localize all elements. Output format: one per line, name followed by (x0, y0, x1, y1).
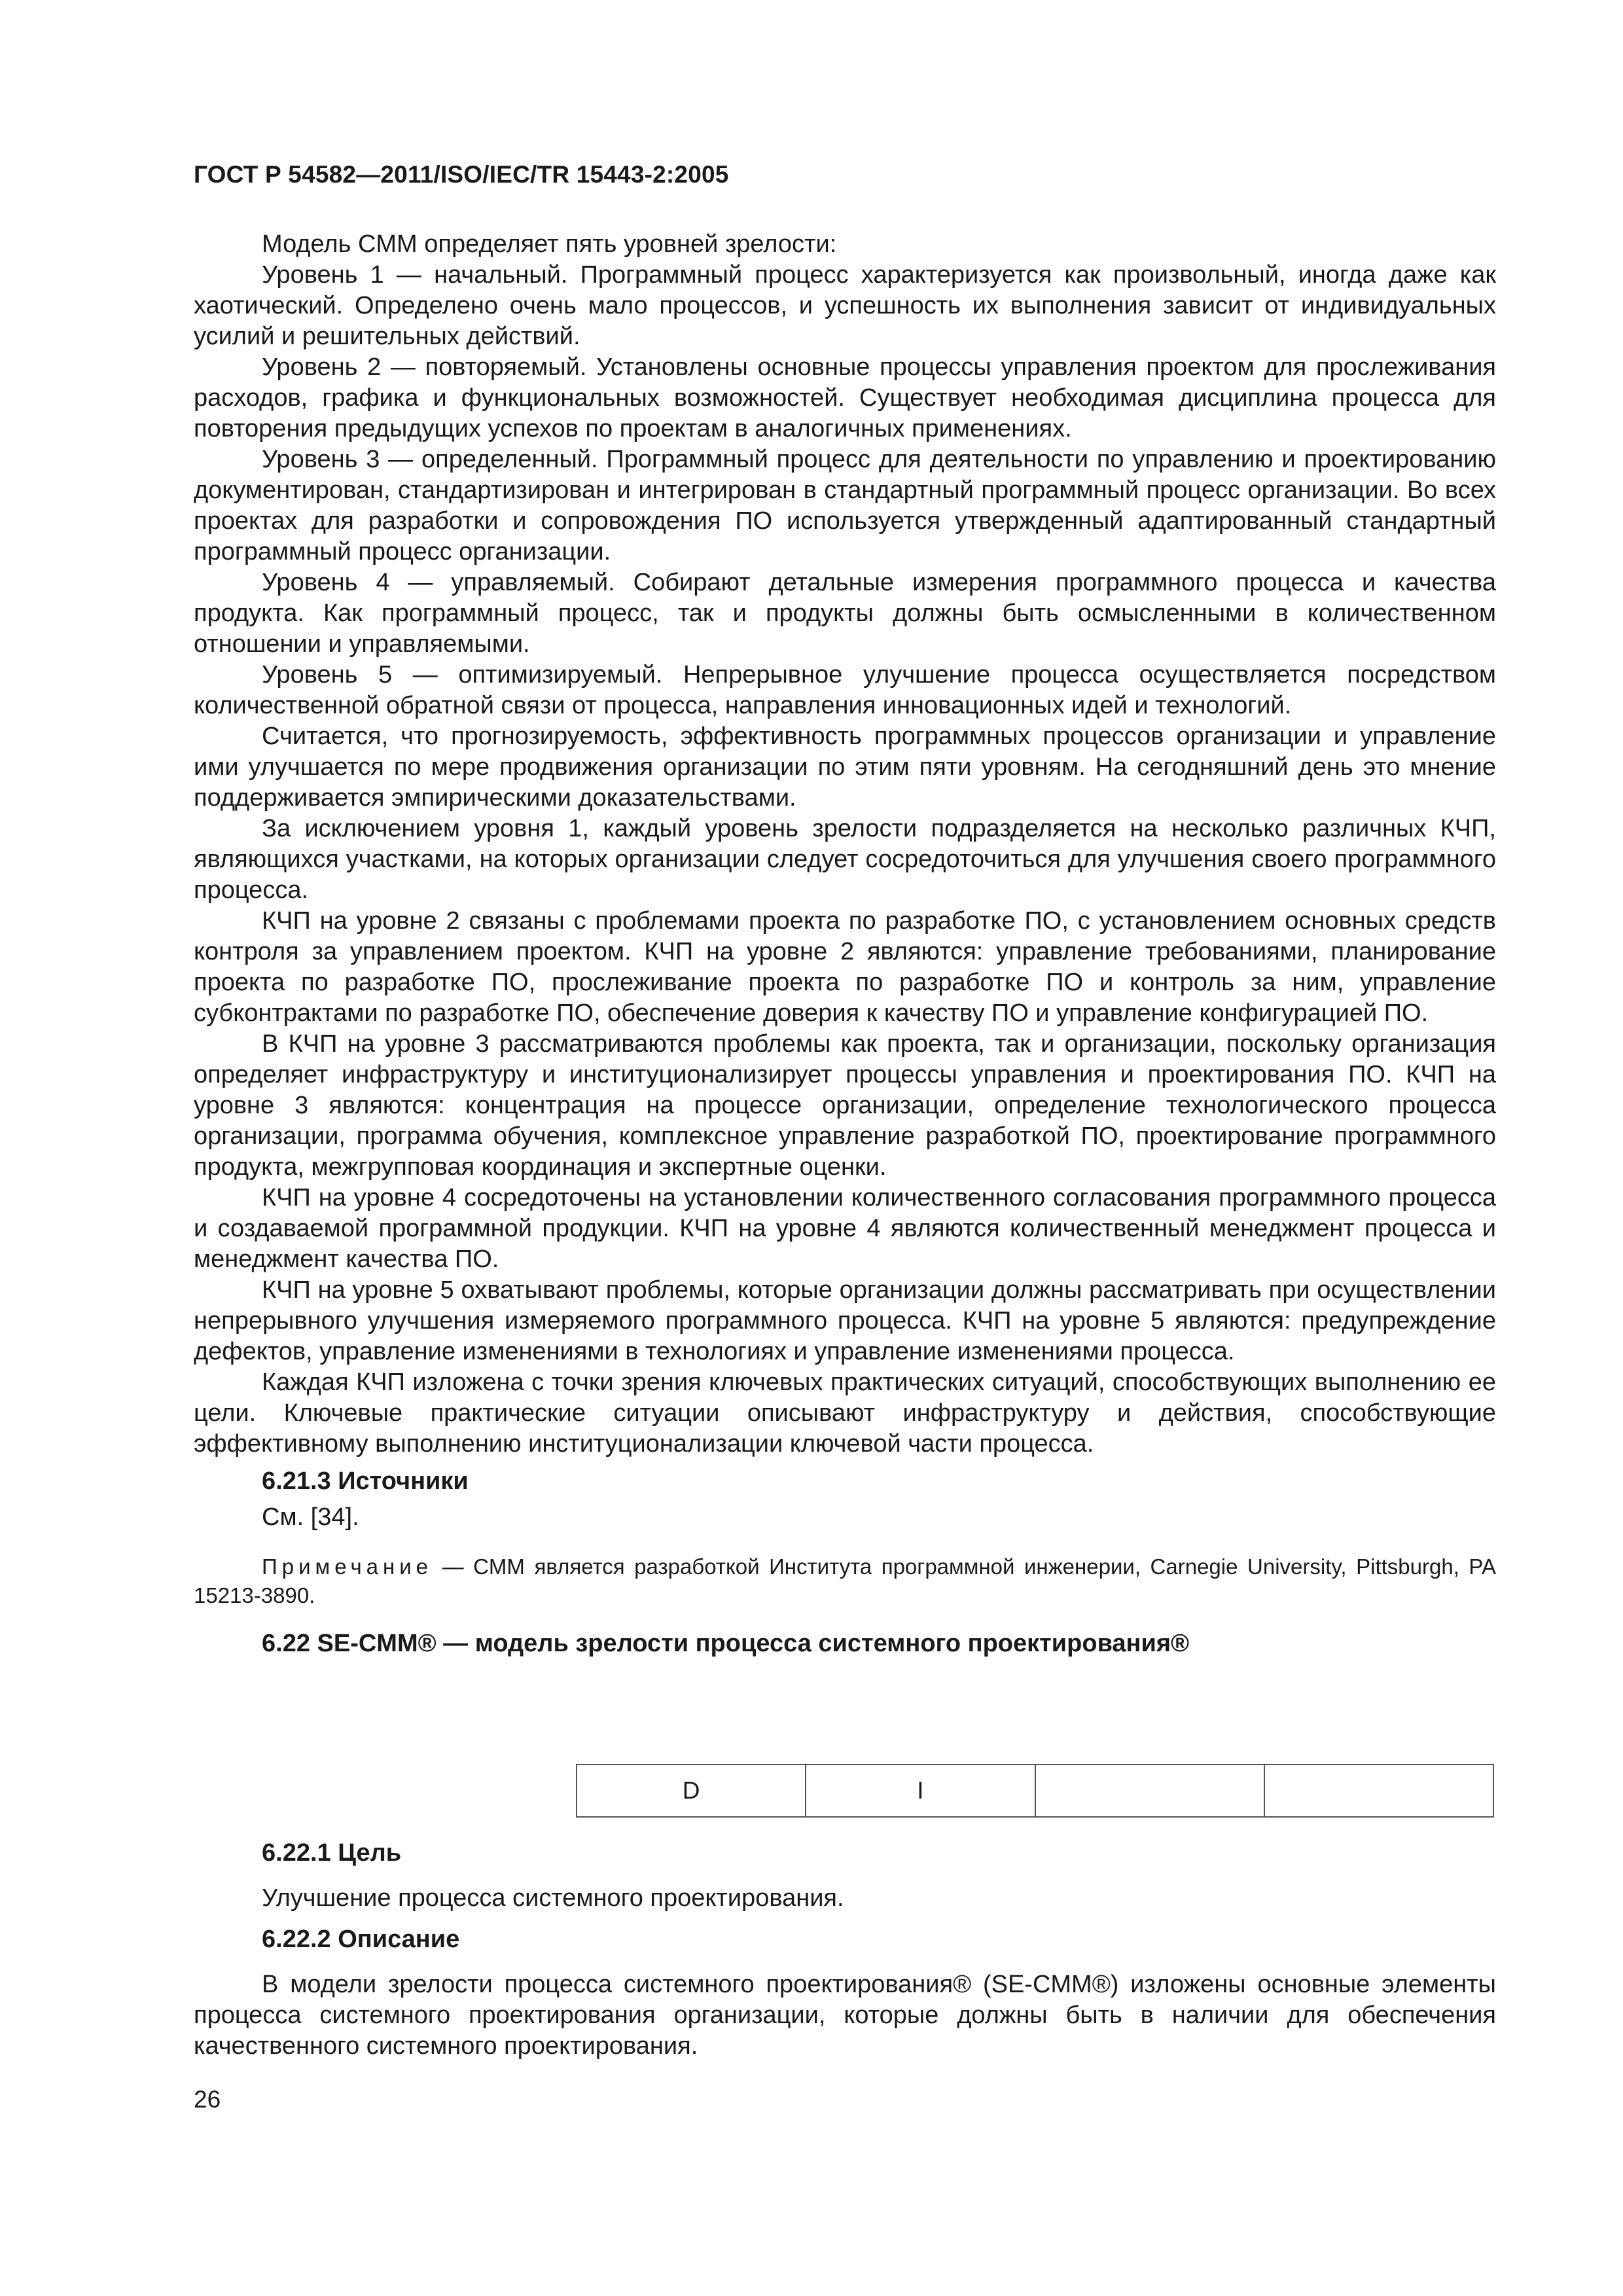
page-number: 26 (194, 2086, 221, 2113)
section-heading-6-21-3: 6.21.3 Источники (262, 1467, 469, 1495)
paragraph: КЧП на уровне 5 охватывают проблемы, которые организации должны рассматривать при осуществлении непрерывного улучшения измеряемого программного процесса. КЧП на уровне 5 являются: предупреждение дефектов, управление изменениями в технологиях и управление изменениями процесса. (194, 1276, 1496, 1365)
paragraph: Уровень 1 — начальный. Программный процесс характеризуется как произвольный, иногда даже как хаотический. Определено очень мало процессов, и успешность их выполнения зависит от индивидуальных усилий и решительных действий. (194, 261, 1496, 350)
paragraph: В КЧП на уровне 3 рассматриваются проблемы как проекта, так и организации, поскольку организация определяет инфраструктуру и институционализирует процессы управления и проектирования ПО. КЧП на уровне 3 являются: концентрация на процессе организации, определение технологического процесса организации, программа обучения, комплексное управление разработкой ПО, проектирование программного продукта, межгрупповая координация и экспертные оценки. (194, 1030, 1496, 1181)
table-cell (1264, 1765, 1493, 1817)
table-cell (1035, 1765, 1264, 1817)
table-cell: D (577, 1765, 806, 1817)
section-heading-6-22: 6.22 SE-CMM® — модель зрелости процесса системного проектирования® (262, 1630, 1190, 1657)
paragraph: Уровень 5 — оптимизируемый. Непрерывное улучшение процесса осуществляется посредством количественной обратной связи от процесса, направления инновационных идей и технологий. (194, 661, 1496, 719)
note-label: Примечание (262, 1554, 433, 1579)
paragraph: Каждая КЧП изложена с точки зрения ключевых практических ситуаций, способствующих выполнению ее цели. Ключевые практические ситуации описывают инфраструктуру и действия, способствующие эффективному выполнению институционализации ключевой части процесса. (194, 1369, 1496, 1458)
paragraph: За исключением уровня 1, каждый уровень зрелости подразделяется на несколько различных КЧП, являющихся участками, на которых организации следует сосредоточиться для улучшения своего программного процесса. (194, 815, 1496, 904)
main-text (194, 229, 1496, 1659)
paragraph: Уровень 2 — повторяемый. Установлены основные процессы управления проектом для прослеживания расходов, графика и функциональных возможностей. Существует необходимая дисциплина процесса для повторения предыдущих успехов по проектам в аналогичных применениях. (194, 353, 1496, 442)
section-heading-6-22-1: 6.22.1 Цель (262, 1839, 402, 1867)
paragraph: В модели зрелости процесса системного проектирования® (SE-CMM®) изложены основные элементы процесса системного проектирования организации, которые должны быть в наличии для обеспечения качественного системного проектирования. (194, 1971, 1496, 2060)
paragraph: Уровень 3 — определенный. Программный процесс для деятельности по управлению и проектированию документирован, стандартизирован и интегрирован в стандартный программный процесс организации. Во всех проектах для разработки и сопровождения ПО используется утвержденный адаптированный стандартный программный процесс организации. (194, 446, 1496, 565)
paragraph: Модель CMM определяет пять уровней зрелости: (262, 230, 837, 258)
note (194, 1552, 1496, 1610)
paragraph: Уровень 4 — управляемый. Собирают детальные измерения программного процесса и качества продукта. Как программный процесс, так и продукты должны быть осмысленными в количественном отношении и управляемыми. (194, 569, 1496, 658)
paragraph: КЧП на уровне 4 сосредоточены на установлении количественного согласования программного процесса и создаваемой программной продукции. КЧП на уровне 4 являются количественный менеджмент процесса и менеджмент качества ПО. (194, 1184, 1496, 1273)
section-heading-6-22-2: 6.22.2 Описание (262, 1926, 460, 1953)
table-cell: I (806, 1765, 1035, 1817)
section-6-22-content (194, 1827, 1496, 2062)
paragraph: КЧП на уровне 2 связаны с проблемами проекта по разработке ПО, с установлением основных средств контроля за управлением проектом. КЧП на уровне 2 являются: управление требованиями, планирование проекта по разработке ПО, прослеживание проекта по разработке ПО и контроль за ним, управление субконтрактами по разработке ПО, обеспечение доверия к качеству ПО и управление конфигурацией ПО. (194, 907, 1496, 1027)
table-row (577, 1765, 1493, 1817)
document-header: ГОСТ Р 54582—2011/ISO/IEC/TR 15443-2:2005 (194, 161, 729, 188)
note-text: — CMM является разработкой Института программной инженерии, Carnegie University, Pittsburgh, PA 15213-3890. (194, 1554, 1496, 1607)
paragraph: Улучшение процесса системного проектирования. (262, 1884, 844, 1912)
source-reference: См. [34]. (262, 1503, 359, 1531)
classification-table (576, 1764, 1494, 1818)
paragraph: Считается, что прогнозируемость, эффективность программных процессов организации и управление ими улучшается по мере продвижения организации по этим пяти уровням. На сегодняшний день это мнение поддерживается эмпирическими доказательствами. (194, 723, 1496, 812)
